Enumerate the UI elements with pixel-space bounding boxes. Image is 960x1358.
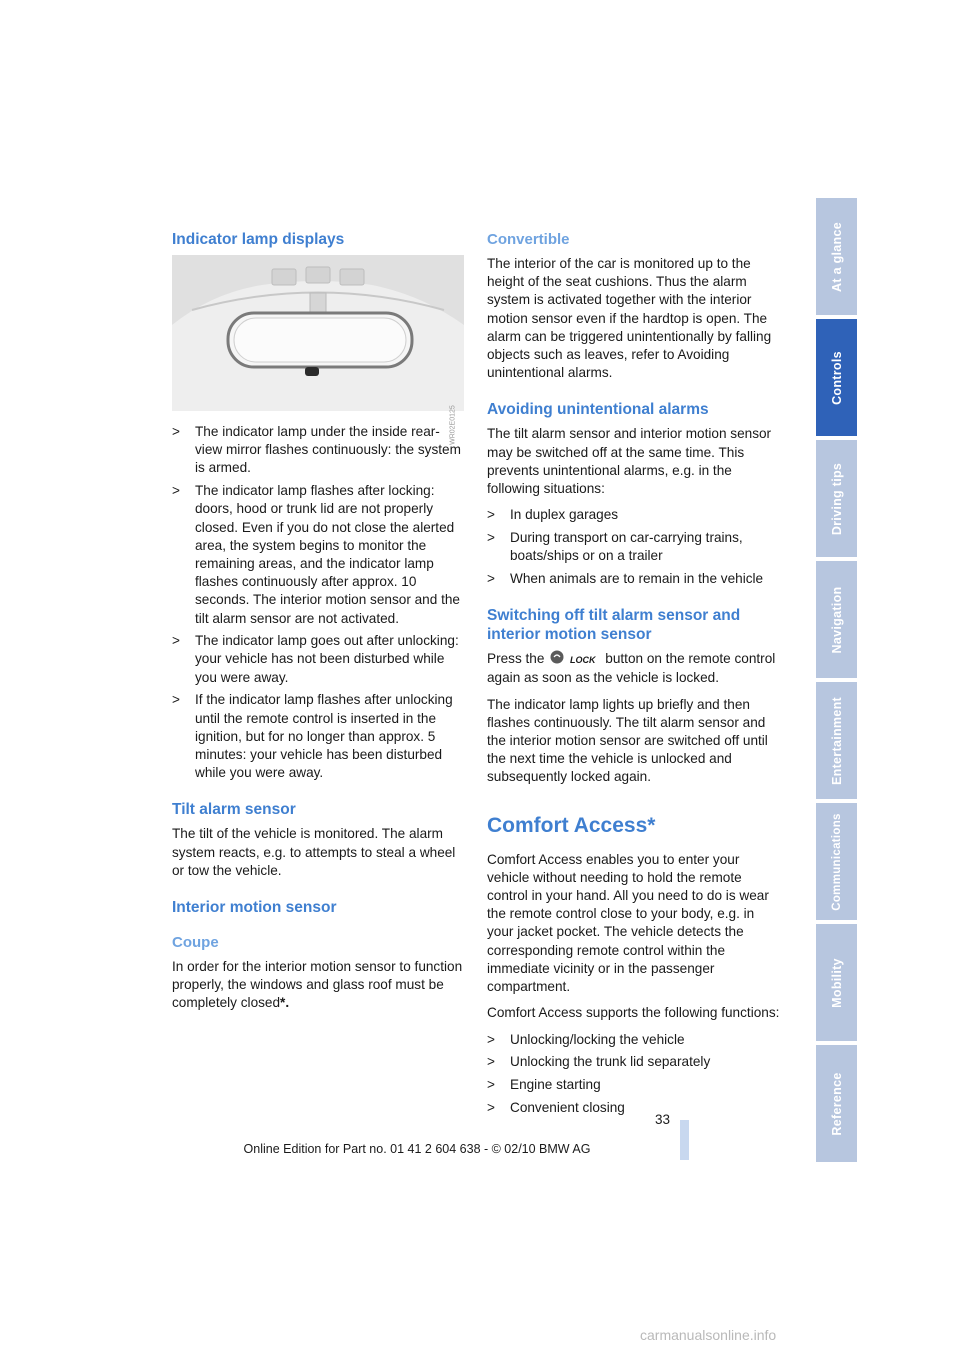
list-item: > Unlocking the trunk lid separately [487,1054,711,1070]
tilt-heading: Tilt alarm sensor [172,801,296,819]
coupe-heading: Coupe [172,933,219,951]
footer: Online Edition for Part no. 01 41 2 604 638 - © 02/10 BMW AG [243,1142,591,1156]
rear-view-mirror-illustration [172,255,464,445]
tilt-text: The tilt of the vehicle is monitored. The alarm system reacts, e.g. to attempts to steal a wheel or tow the vehicle. [172,826,456,878]
avoiding-text: The tilt alarm sensor and interior motion sensor may be switched off at the same time. This prevents unintentional alarms, e.g. in the following situations: [487,426,772,497]
right-column [487,230,783,1125]
indicator-list [172,423,464,782]
comfort-text-1: Comfort Access enables you to enter your vehicle without needing to hold the remote control in your hand. All you need to do is wear the remote control close to your body, e.g. in your jacket pocket. The vehicle detects the corresponding remote control within the immediate vicinity or in the passenger compartment. [487,851,769,995]
list-item: > When animals are to remain in the vehicle [487,570,764,586]
avoiding-heading: Avoiding unintentional alarms [487,401,709,419]
list-item: > In duplex garages [487,507,619,523]
tab-navigation[interactable]: Navigation [816,561,857,678]
chapter-tabs [816,198,857,1166]
list-item: > Engine starting [487,1076,601,1092]
switching-heading: Switching off tilt alarm sensor and interior motion sensor [487,607,741,644]
tab-reference[interactable]: Reference [816,1045,857,1162]
comfort-access-heading: Comfort Access* [487,813,656,837]
comfort-list [487,1031,783,1117]
tab-entertainment[interactable]: Entertainment [816,682,857,799]
indicator-heading: Indicator lamp displays [172,231,345,248]
coupe-text: In order for the interior motion sensor to function properly, the windows and glass roof must be completely closed*. [172,958,463,1011]
tab-communications[interactable]: Communications [816,803,857,920]
image-code: WR02E0125 [449,405,457,445]
page-number: 33 [654,1112,670,1127]
tab-driving-tips[interactable]: Driving tips [816,440,857,557]
list-item: > The indicator lamp flashes after locking: doors, hood or trunk lid are not properly closed. Even if you do not close the alerted area, the system begins to monitor the remaining areas, and the indicator lamp flashes continuously after approx. 10 seconds. The interior motion sensor and the tilt alarm sensor are not activated. [172,483,460,626]
list-item: > Unlocking/locking the vehicle [487,1031,685,1047]
optional-star: *. [280,995,290,1011]
list-item: > Convenient closing [487,1099,625,1115]
list-item: > The indicator lamp goes out after unlocking: your vehicle has not been disturbed while you were away. [172,633,459,685]
switching-text: Press the LOCK button on the remote control again as soon as the vehicle is locked. [487,651,776,686]
list-item: > If the indicator lamp flashes after unlocking until the remote control is inserted in the ignition, but for no longer than approx. 5 minutes: your vehicle has been disturbed while you were away. [172,692,453,781]
left-column [172,230,464,1021]
list-item: > During transport on car-carrying trains, boats/ships or on a trailer [487,529,743,564]
convertible-text: The interior of the car is monitored up to the height of the seat cushions. Thus the alarm system is activated together with the interior motion sensor even if the hardtop is open. The alarm can be triggered unintentionally by falling objects such as leaves, refer to Avoiding unintentional alarms. [487,256,772,381]
list-item: > The indicator lamp under the inside rear-view mirror flashes continuously: the system is armed. [172,424,461,476]
watermark: carmanualsonline.info [640,1327,777,1343]
mirror-image [172,255,464,411]
avoiding-list [487,506,783,588]
tab-at-a-glance[interactable]: At a glance [816,198,857,315]
tab-controls[interactable]: Controls [816,319,857,436]
switching-text-2: The indicator lamp lights up briefly and then flashes continuously. The tilt alarm sensor and the interior motion sensor are switched off until the next time the vehicle is unlocked and subsequently locked again. [487,696,768,785]
tab-mobility[interactable]: Mobility [816,924,857,1041]
comfort-text-2: Comfort Access supports the following functions: [487,1005,780,1021]
lock-key-label: LOCK [569,655,596,666]
interior-heading: Interior motion sensor [172,898,337,916]
convertible-heading: Convertible [487,231,570,248]
